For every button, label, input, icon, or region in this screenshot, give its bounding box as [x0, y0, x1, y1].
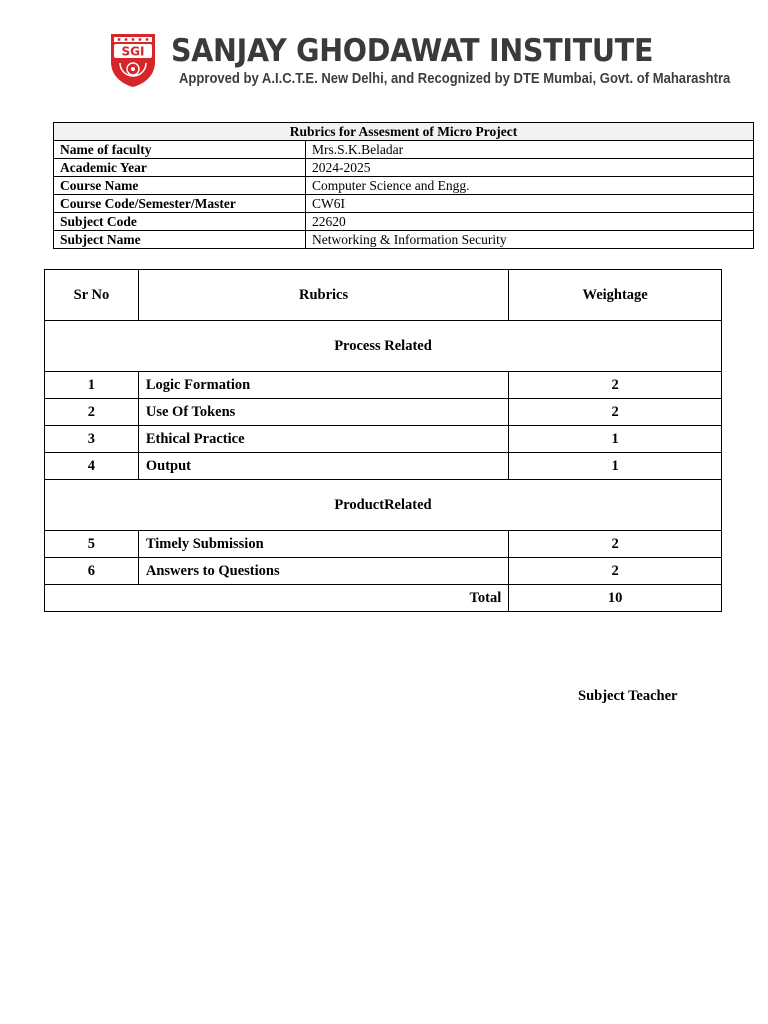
- sr-cell: 3: [45, 426, 139, 453]
- weight-cell: 1: [509, 426, 722, 453]
- sr-cell: 2: [45, 399, 139, 426]
- info-value: Networking & Information Security: [306, 231, 754, 249]
- total-label: Total: [45, 585, 509, 612]
- header-rubrics: Rubrics: [138, 270, 508, 321]
- sr-cell: 5: [45, 531, 139, 558]
- info-value: Mrs.S.K.Beladar: [306, 141, 754, 159]
- table-row: [45, 426, 722, 453]
- info-row: [54, 141, 754, 159]
- logo-text: SGI: [121, 44, 145, 59]
- info-value: Computer Science and Engg.: [306, 177, 754, 195]
- info-label: Name of faculty: [54, 141, 306, 159]
- weight-cell: 2: [509, 372, 722, 399]
- table-row: [45, 531, 722, 558]
- letterhead: [108, 32, 731, 92]
- info-value: CW6I: [306, 195, 754, 213]
- weight-cell: 1: [509, 453, 722, 480]
- signature-label: Subject Teacher: [578, 688, 678, 704]
- info-value: 2024-2025: [306, 159, 754, 177]
- header-weightage: Weightage: [509, 270, 722, 321]
- info-label: Subject Name: [54, 231, 306, 249]
- project-info-table: [53, 122, 754, 249]
- info-row: [54, 213, 754, 231]
- rubric-cell: Answers to Questions: [138, 558, 508, 585]
- table-row: [45, 372, 722, 399]
- info-label: Academic Year: [54, 159, 306, 177]
- weight-cell: 2: [509, 558, 722, 585]
- sr-cell: 1: [45, 372, 139, 399]
- info-row: [54, 231, 754, 249]
- section-process-related: Process Related: [45, 321, 722, 372]
- institute-approval: Approved by A.I.C.T.E. New Delhi, and Recognized by DTE Mumbai, Govt. of Maharashtra: [179, 71, 731, 87]
- rubric-cell: Timely Submission: [138, 531, 508, 558]
- sgi-logo-icon: [108, 32, 158, 88]
- info-table-title: Rubrics for Assesment of Micro Project: [54, 123, 754, 141]
- table-row: [45, 558, 722, 585]
- info-row: [54, 177, 754, 195]
- info-value: 22620: [306, 213, 754, 231]
- total-row: [45, 585, 722, 612]
- rubric-cell: Ethical Practice: [138, 426, 508, 453]
- rubric-cell: Output: [138, 453, 508, 480]
- institute-name: SANJAY GHODAWAT INSTITUTE: [171, 33, 654, 69]
- total-value: 10: [509, 585, 722, 612]
- table-row: [45, 453, 722, 480]
- info-row: [54, 159, 754, 177]
- rubric-cell: Use Of Tokens: [138, 399, 508, 426]
- sr-cell: 6: [45, 558, 139, 585]
- info-row: [54, 195, 754, 213]
- weight-cell: 2: [509, 399, 722, 426]
- info-label: Subject Code: [54, 213, 306, 231]
- rubrics-table: [44, 269, 722, 612]
- rubric-cell: Logic Formation: [138, 372, 508, 399]
- section-product-related: ProductRelated: [45, 480, 722, 531]
- weight-cell: 2: [509, 531, 722, 558]
- sr-cell: 4: [45, 453, 139, 480]
- header-sr-no: Sr No: [45, 270, 139, 321]
- info-label: Course Name: [54, 177, 306, 195]
- info-label: Course Code/Semester/Master: [54, 195, 306, 213]
- table-row: [45, 399, 722, 426]
